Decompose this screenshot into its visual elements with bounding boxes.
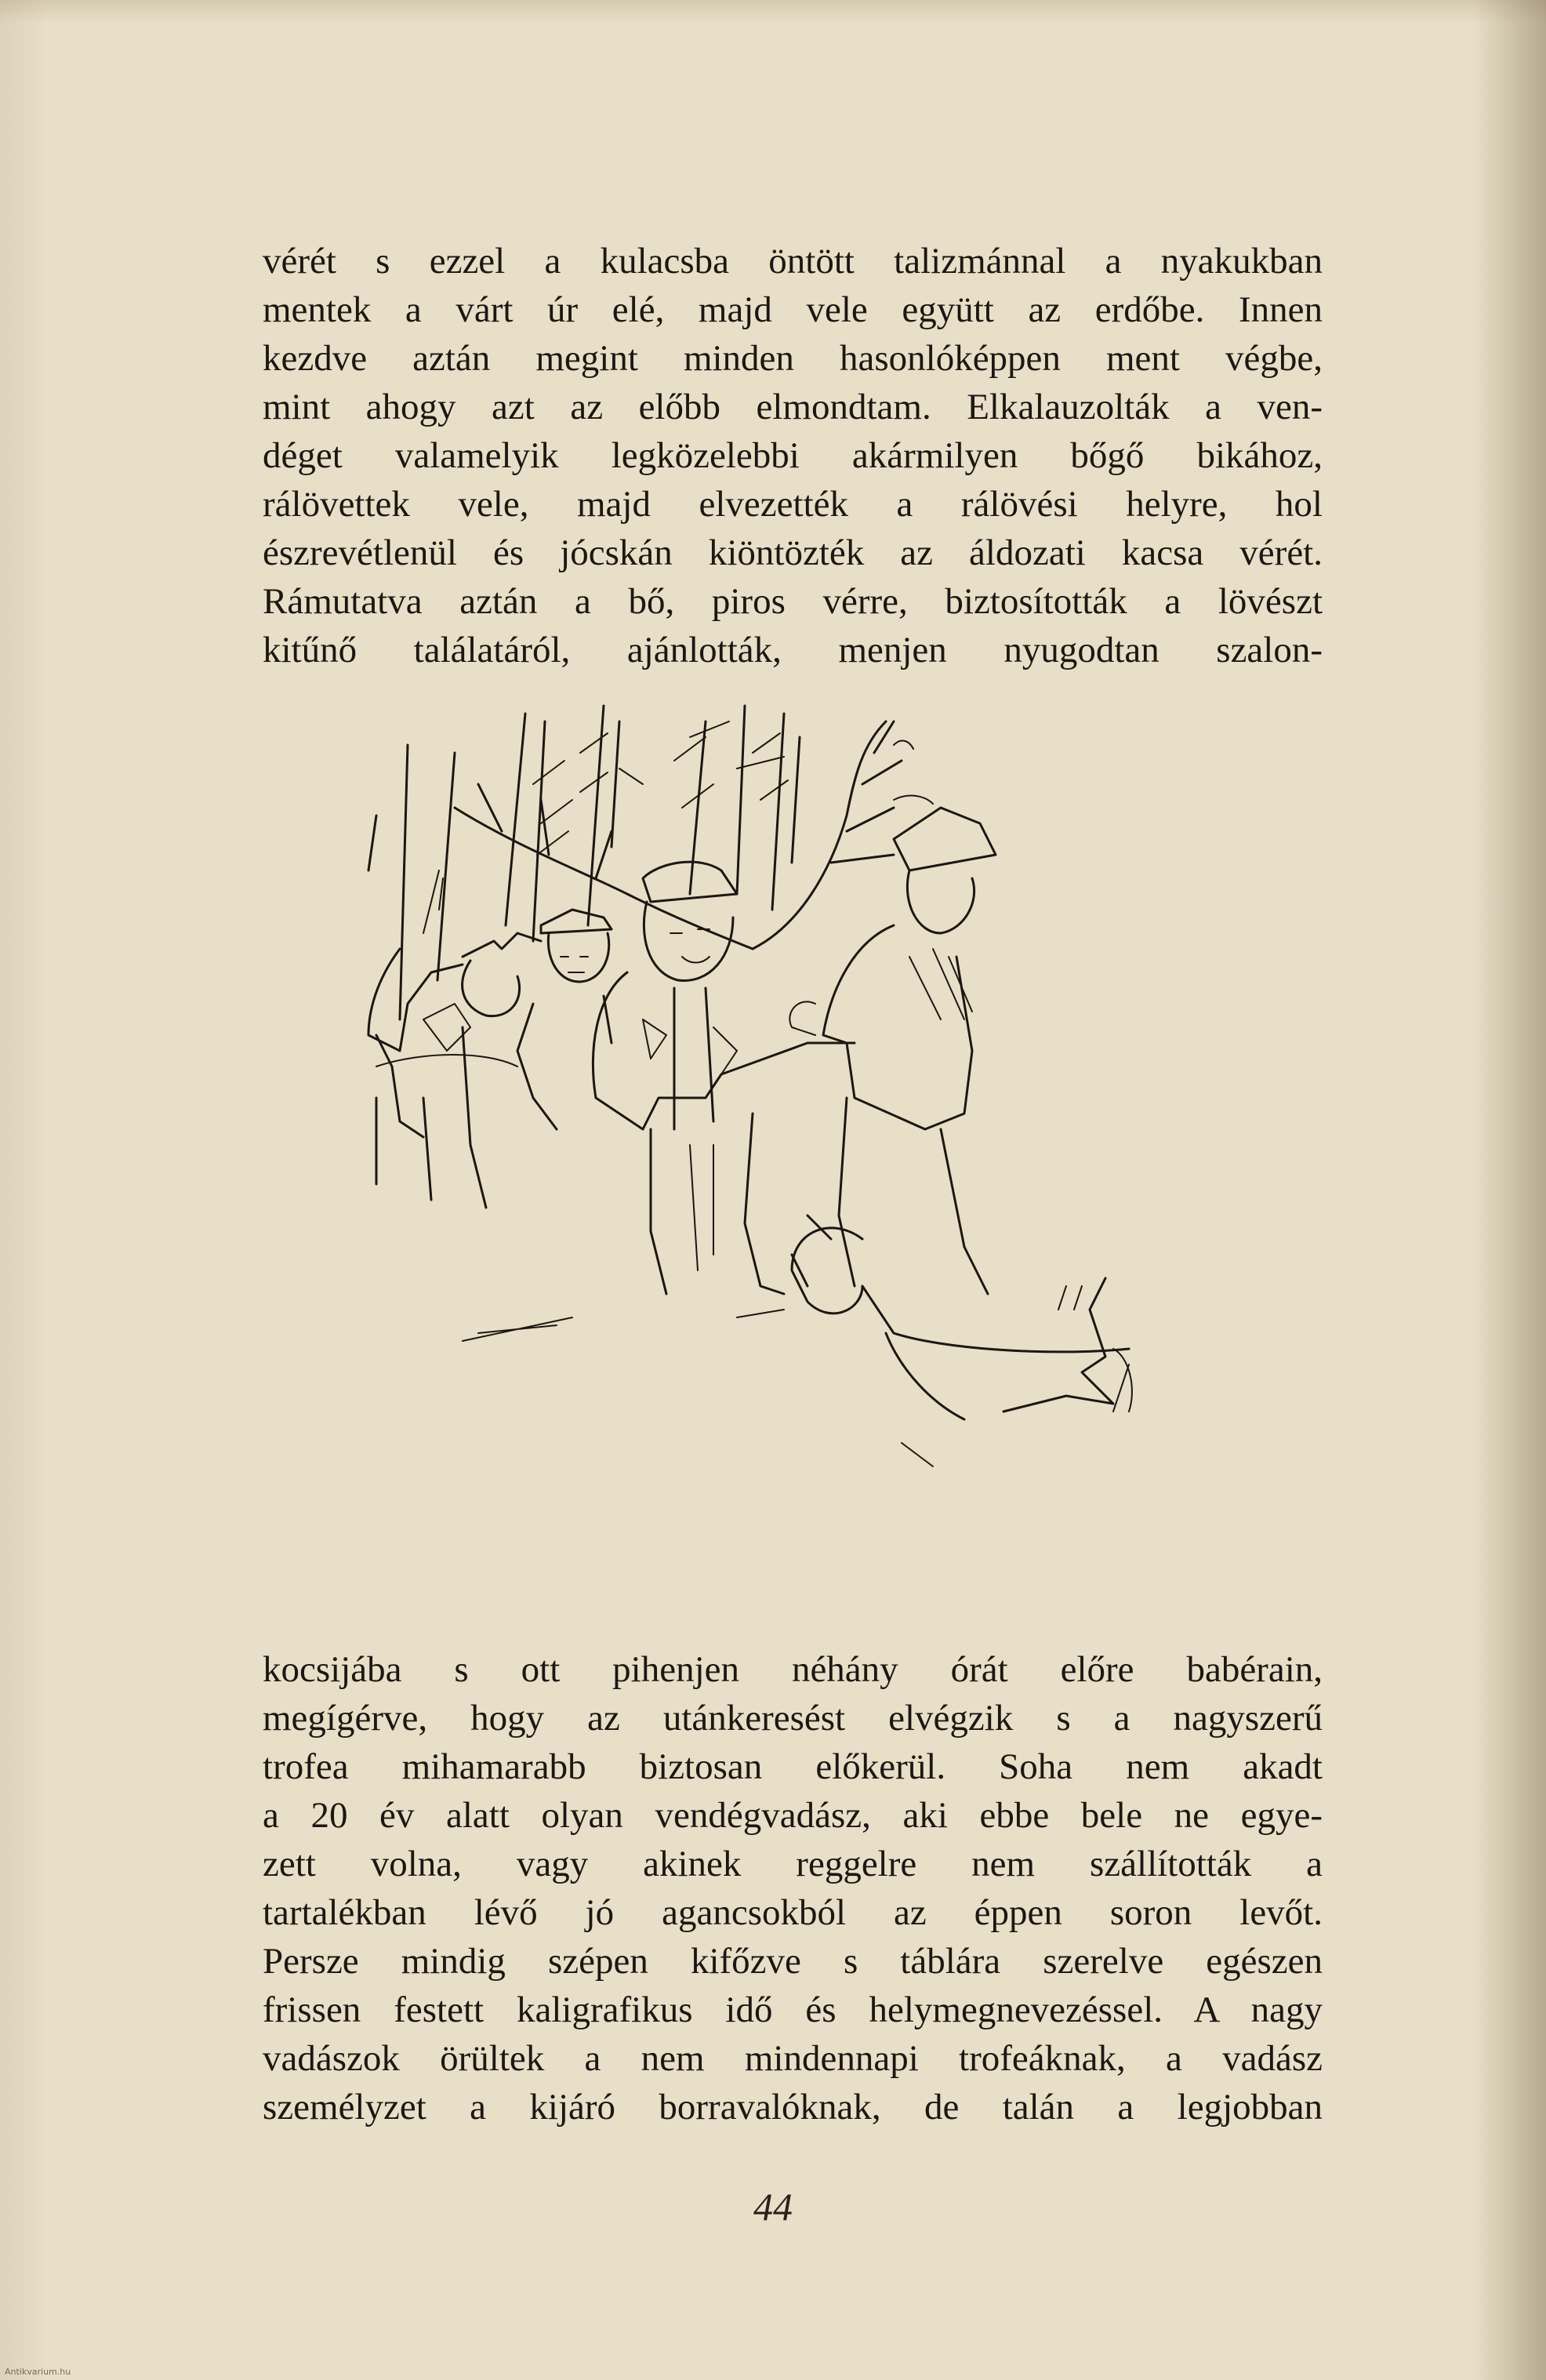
text-line: mint ahogy azt az előbb elmondtam. Elkalauzolták a ven- bbox=[263, 387, 1323, 427]
text-line: személyzet a kijáró borravalóknak, de talán a legjobban bbox=[263, 2087, 1323, 2127]
paragraph-bottom bbox=[263, 1645, 1323, 2131]
text-line: frissen festett kaligrafikus idő és helymegnevezéssel. A nagy bbox=[263, 1989, 1323, 2030]
watermark: Antikvarium.hu bbox=[5, 2367, 71, 2377]
hunting-dog-drawing bbox=[792, 1215, 1132, 1419]
text-line: megígérve, hogy az utánkeresést elvégzik s a nagyszerű bbox=[263, 1698, 1323, 1739]
text-line: kezdve aztán megint minden hasonlóképpen ment végbe, bbox=[263, 338, 1323, 379]
text-line: a 20 év alatt olyan vendégvadász, aki ebbe bele ne egye- bbox=[263, 1795, 1323, 1836]
antlers-drawing bbox=[455, 721, 933, 949]
text-line: déget valamelyik legközelebbi akármilyen bőgő bikához, bbox=[263, 435, 1323, 476]
text-line: zett volna, vagy akinek reggelre nem szállították a bbox=[263, 1844, 1323, 1884]
text-line: mentek a várt úr elé, majd vele együtt az erdőbe. Innen bbox=[263, 289, 1323, 330]
text-line: kocsijába s ott pihenjen néhány órát előre babérain, bbox=[263, 1649, 1323, 1690]
hunting-scene-illustration bbox=[345, 690, 1254, 1608]
text-line: tartalékban lévő jó agancsokból az éppen soron levőt. bbox=[263, 1892, 1323, 1933]
text-line: trofea mihamarabb biztosan előkerül. Soha nem akadt bbox=[263, 1746, 1323, 1787]
text-line: kitűnő találatáról, ajánlották, menjen nyugodtan szalon- bbox=[263, 630, 1323, 670]
text-line: vadászok örültek a nem mindennapi trofeáknak, a vadász bbox=[263, 2038, 1323, 2079]
text-line: vérét s ezzel a kulacsba öntött talizmánnal a nyakukban bbox=[263, 241, 1323, 282]
page-number: 44 bbox=[753, 2185, 793, 2229]
text-line: Persze mindig szépen kifőzve s táblára szerelve egészen bbox=[263, 1941, 1323, 1982]
left-hunter-figure bbox=[368, 870, 541, 1208]
paragraph-top bbox=[263, 237, 1323, 674]
text-line: észrevétlenül és jócskán kiöntözték az áldozati kacsa vérét. bbox=[263, 532, 1323, 573]
text-line: rálövettek vele, majd elvezették a rálövési helyre, hol bbox=[263, 484, 1323, 525]
text-line: Rámutatva aztán a bő, piros vérre, biztosították a lövészt bbox=[263, 581, 1323, 622]
central-hunter-figure bbox=[593, 862, 855, 1294]
